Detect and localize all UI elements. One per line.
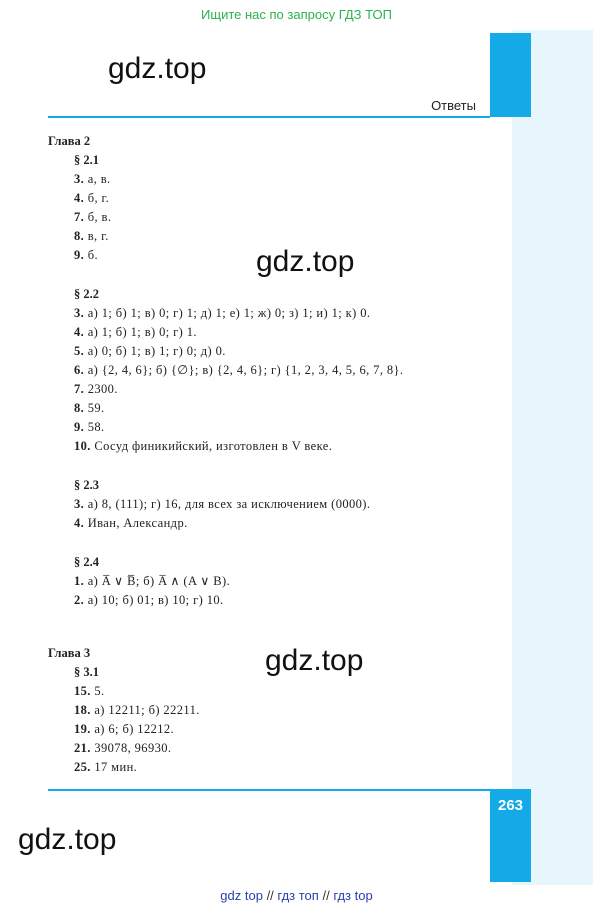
top-banner: Ищите нас по запросу ГДЗ ТОП	[201, 7, 392, 22]
bottom-link[interactable]: гдз top	[333, 888, 373, 903]
answer-line: 4. б, г.	[74, 191, 110, 205]
answer-line: 5. а) 0; б) 1; в) 1; г) 0; д) 0.	[74, 344, 226, 358]
page-number: 263	[497, 797, 524, 814]
watermark: gdz.top	[256, 245, 355, 278]
answer-line: 15. 5.	[74, 684, 105, 698]
footer-rule	[48, 789, 490, 791]
watermark: gdz.top	[108, 52, 207, 85]
watermark: gdz.top	[18, 823, 117, 856]
answer-line: 18. а) 12211; б) 22211.	[74, 703, 200, 717]
section-title: § 2.2	[74, 287, 99, 301]
section	[48, 663, 488, 777]
bottom-links	[0, 888, 593, 903]
answer-line: 9. 58.	[74, 420, 105, 434]
answer-line: 4. а) 1; б) 1; в) 0; г) 1.	[74, 325, 197, 339]
answer-line: 6. а) {2, 4, 6}; б) {∅}; в) {2, 4, 6}; г) {1, 2, 3, 4, 5, 6, 7, 8}.	[74, 363, 404, 377]
bottom-link[interactable]: гдз топ	[277, 888, 319, 903]
header-rule	[48, 116, 490, 118]
answer-line: 2. а) 10; б) 01; в) 10; г) 10.	[74, 593, 224, 607]
answer-line: 10. Сосуд финикийский, изготовлен в V веке.	[74, 439, 333, 453]
answer-line: 3. а) 1; б) 1; в) 0; г) 1; д) 1; е) 1; ж) 0; з) 1; и) 1; к) 0.	[74, 306, 371, 320]
section	[48, 476, 488, 533]
answer-line: 21. 39078, 96930.	[74, 741, 172, 755]
answer-line: 9. б.	[74, 248, 99, 262]
answer-line: 25. 17 мин.	[74, 760, 138, 774]
section	[48, 553, 488, 610]
section-title: § 2.4	[74, 555, 99, 569]
answer-line: 1. а) A̅ ∨ B̅; б) A̅ ∧ (A ∨ B).	[74, 574, 231, 588]
answer-line: 8. 59.	[74, 401, 105, 415]
section-title: § 3.1	[74, 665, 99, 679]
link-separator: //	[322, 888, 330, 903]
chapter-title: Глава 2	[48, 134, 91, 148]
answer-line: 7. 2300.	[74, 382, 118, 396]
answer-line: 4. Иван, Александр.	[74, 516, 188, 530]
answers-content	[48, 132, 488, 777]
chapter-title: Глава 3	[48, 646, 91, 660]
section	[48, 285, 488, 456]
watermark: gdz.top	[265, 644, 364, 677]
answer-line: 3. а, в.	[74, 172, 111, 186]
answer-line: 7. б, в.	[74, 210, 112, 224]
answer-line: 19. а) 6; б) 12212.	[74, 722, 175, 736]
section-title: § 2.3	[74, 478, 99, 492]
link-separator: //	[266, 888, 274, 903]
answer-line: 8. в, г.	[74, 229, 109, 243]
bottom-link[interactable]: gdz top	[220, 888, 263, 903]
running-header: Ответы	[431, 98, 476, 113]
section	[48, 151, 488, 265]
answer-line: 3. а) 8, (111); г) 16, для всех за исключением (0000).	[74, 497, 371, 511]
header-tab	[490, 33, 531, 117]
page-side-band	[512, 30, 593, 885]
section-title: § 2.1	[74, 153, 99, 167]
